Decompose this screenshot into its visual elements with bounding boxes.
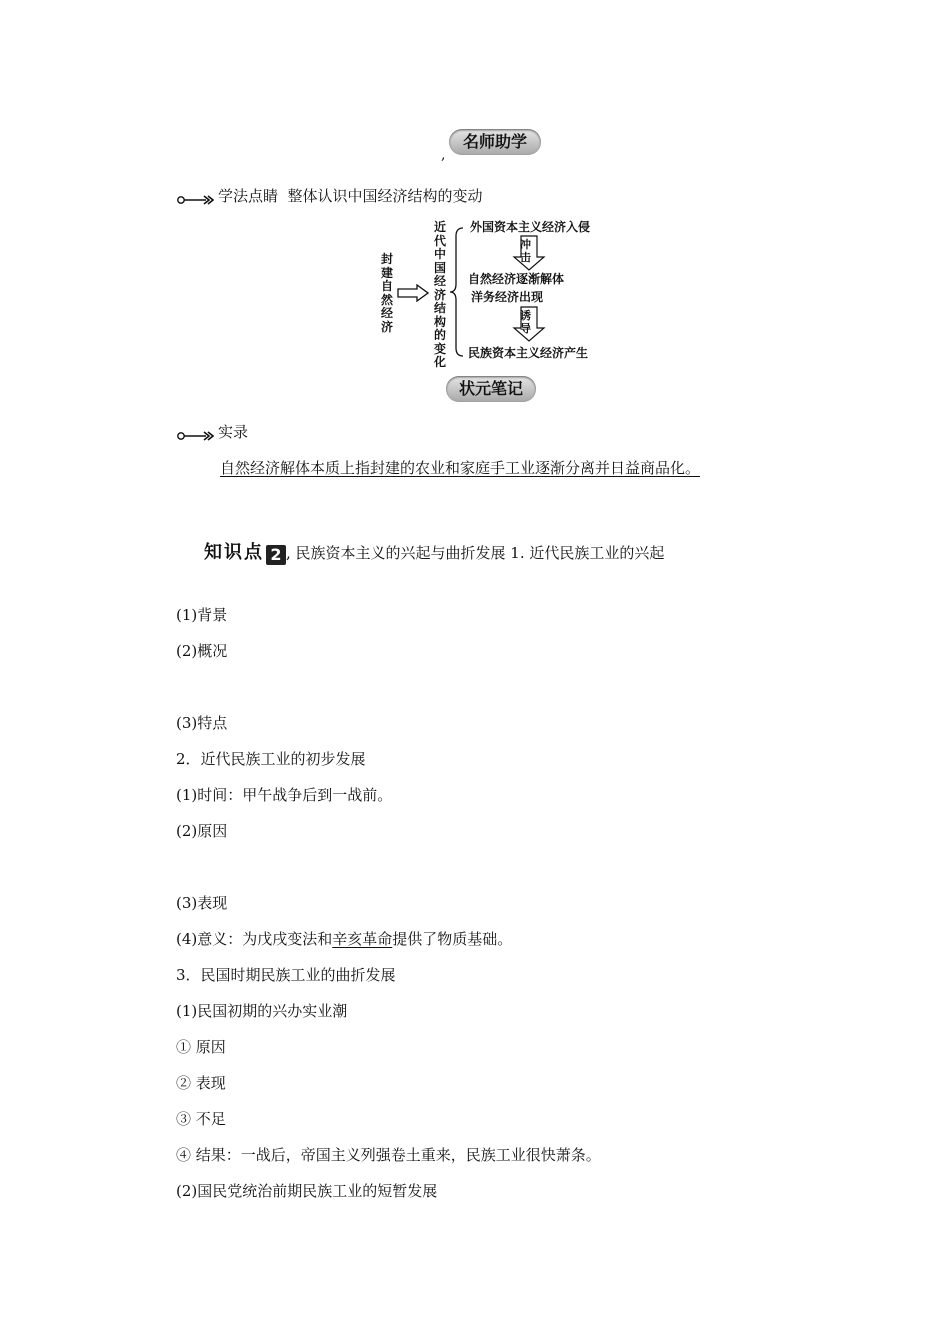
diagram-impact-label: 冲击	[520, 238, 531, 264]
diagram-induce-label: 诱导	[520, 309, 531, 335]
line-manifestation: ② 表现	[176, 1074, 226, 1092]
knowledge-point-label: 知识点	[204, 542, 264, 563]
diagram-bottom-item: 民族资本主义经济产生	[468, 346, 589, 360]
line-performance: (3)表现	[176, 894, 228, 912]
line-kmt-period: (2)国民党统治前期民族工业的短暂发展	[176, 1182, 438, 1200]
knowledge-point-number: 2	[266, 545, 286, 565]
significance-text-end: 提供了物质基础。	[392, 930, 513, 948]
line-features: (3)特点	[176, 714, 228, 732]
line-significance	[176, 929, 512, 949]
knowledge-point-heading	[204, 541, 664, 565]
line-section-2: 2．近代民族工业的初步发展	[176, 750, 366, 768]
record-label: 实录	[218, 423, 249, 441]
bullet-arrow-icon	[176, 191, 214, 203]
record-heading	[176, 422, 248, 442]
diagram-hollow-arrow	[397, 284, 429, 302]
line-section-3: 3．民国时期民族工业的曲折发展	[176, 966, 396, 984]
study-tip-text: 学法点睛 整体认识中国经济结构的变动	[218, 187, 483, 205]
line-background: (1)背景	[176, 606, 228, 624]
record-note: 自然经济解体本质上指封建的农业和家庭手工业逐渐分离并日益商品化。	[220, 459, 701, 477]
study-tip	[176, 186, 483, 206]
diagram-middle-line1: 自然经济逐渐解体	[468, 272, 565, 286]
diagram-top-item: 外国资本主义经济入侵	[470, 220, 591, 234]
line-result: ④ 结果：一战后，帝国主义列强卷土重来，民族工业很快萧条。	[176, 1146, 601, 1164]
stray-comma: ,	[441, 147, 446, 163]
diagram-center-label: 近代中国经济结构的变化	[433, 220, 446, 369]
champion-notes-badge: 状元笔记	[446, 376, 536, 402]
line-early-republic: (1)民国初期的兴办实业潮	[176, 1002, 348, 1020]
line-shortcoming: ③ 不足	[176, 1110, 226, 1128]
line-time: (1)时间：甲午战争后到一战前。	[176, 786, 393, 804]
line-reasons: (2)原因	[176, 822, 228, 840]
diagram-left-label: 封建自然经济	[380, 252, 393, 334]
significance-text: (4)意义：为戊戌变法和	[176, 930, 333, 948]
line-cause: ① 原因	[176, 1038, 226, 1056]
bullet-arrow-icon	[176, 427, 214, 439]
xinhai-revolution-underlined: 辛亥革命	[332, 930, 393, 948]
teacher-help-badge: 名师助学	[449, 129, 541, 155]
diagram-middle-line2: 洋务经济出现	[471, 290, 544, 304]
diagram-brace	[449, 226, 465, 358]
line-overview: (2)概况	[176, 642, 228, 660]
knowledge-point-title: , 民族资本主义的兴起与曲折发展 1. 近代民族工业的兴起	[286, 544, 665, 562]
